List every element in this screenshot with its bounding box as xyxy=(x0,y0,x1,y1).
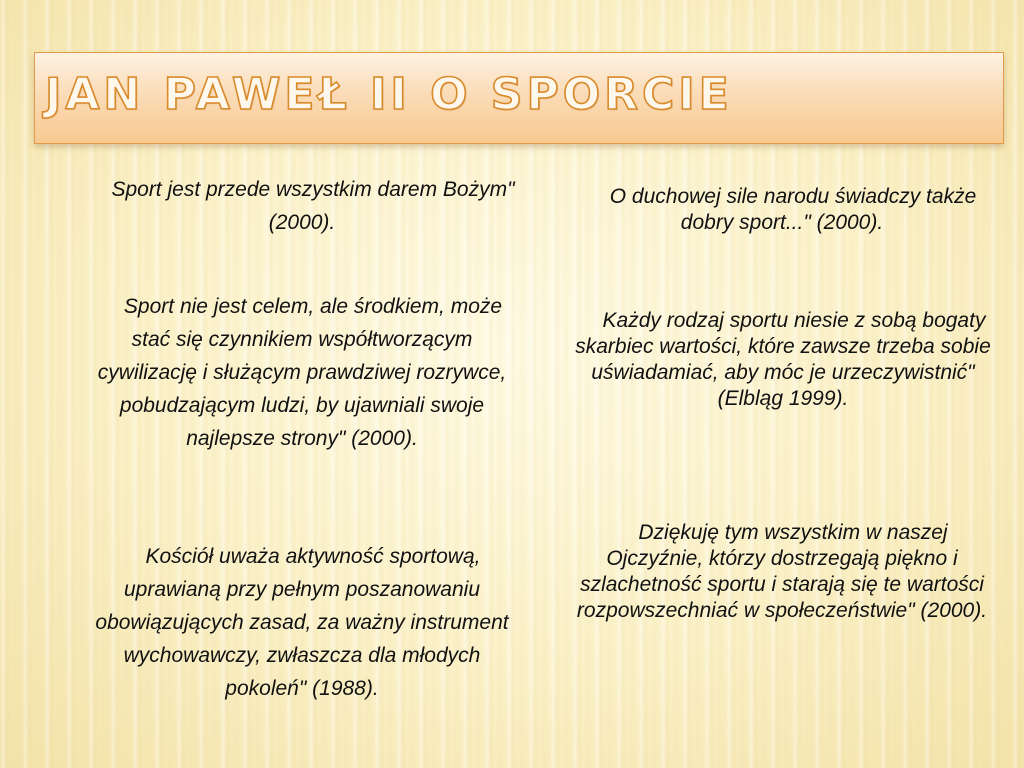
quote-left-3: Kościół uważa aktywność sportową, uprawianą przy pełnym poszanowaniu obowiązujących zasad, za ważny instrument wychowawczy, zwłaszcza dla młodych pokoleń" (1988). xyxy=(95,545,509,700)
slide-title: JAN PAWEŁ II O SPORCIE xyxy=(45,69,733,120)
quote-right-2: Każdy rodzaj sportu niesie z sobą bogaty skarbiec wartości, które zawsze trzeba sobie uświadamiać, aby móc je urzeczywistnić" (Elbląg 1999). xyxy=(575,309,991,410)
quote-left-1: Sport jest przede wszystkim darem Bożym" (2000). xyxy=(111,178,515,234)
quote-left-2: Sport nie jest celem, ale środkiem, może stać się czynnikiem współtworzącym cywilizację i służącym prawdziwej rozrywce, pobudzającym ludzi, by ujawniali swoje najlepsze strony" (2000). xyxy=(97,295,507,450)
quote-right-3: Dziękuję tym wszystkim w naszej Ojczyźnie, którzy dostrzegają piękno i szlachetność sportu i starają się te wartości rozpowszechniać w społeczeństwie" (2000). xyxy=(576,521,988,622)
title-bar xyxy=(34,52,1004,144)
quote-right-1: O duchowej sile narodu świadczy także dobry sport..." (2000). xyxy=(609,185,977,234)
